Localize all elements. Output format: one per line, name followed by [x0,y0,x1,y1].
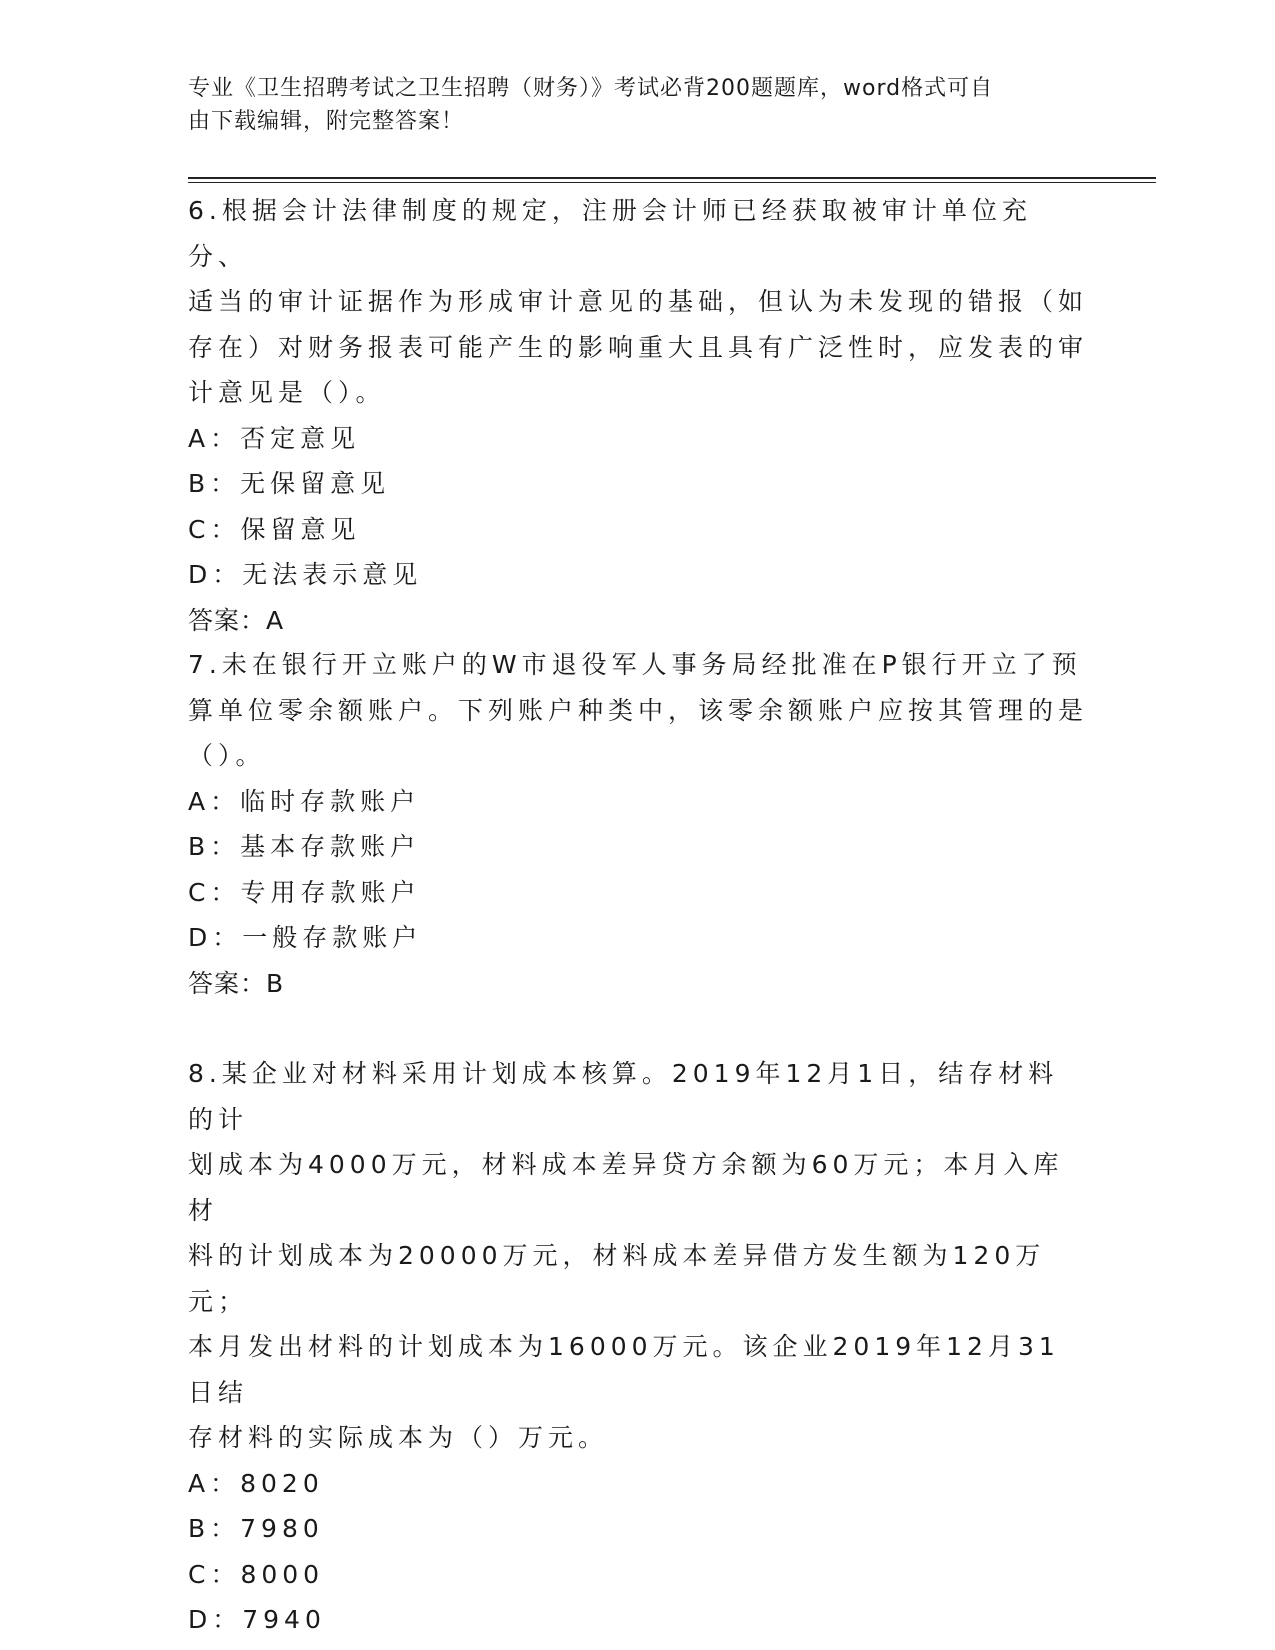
document-header [188,72,1088,138]
question-stem-line: 算单位零余额账户。下列账户种类中，该零余额账户应按其管理的是 [188,695,1089,725]
answer-line: 答案：B [188,968,285,998]
option-d: D：7940 [188,1605,326,1634]
header-rule-thin [188,182,1156,183]
question-stem-line: 计意见是（）。 [188,378,386,407]
question-7 [188,642,1088,1006]
answer-line: 答案：A [188,605,285,635]
option-d: D：无法表示意见 [188,560,423,589]
question-6 [188,188,1088,643]
option-b: B：无保留意见 [188,469,391,498]
question-stem-line: 适当的审计证据作为形成审计意见的基础，但认为未发现的错报（如 [188,287,1089,316]
question-stem-line: 划成本为4000万元，材料成本差异贷方余额为60万元；本月入库材 [188,1150,1064,1225]
header-line-1: 专业《卫生招聘考试之卫生招聘（财务）》考试必背200题题库，word格式可自 [188,76,994,101]
question-stem-line: （）。 [188,741,266,770]
question-8 [188,1051,1088,1643]
question-stem-line: 6.根据会计法律制度的规定，注册会计师已经获取被审计单位充分、 [188,196,1032,271]
option-c: C：8000 [188,1559,325,1589]
option-b: B：7980 [188,1514,324,1543]
option-c: C：专用存款账户 [188,877,421,907]
header-rule-thick [188,177,1156,179]
question-stem-line: 料的计划成本为20000万元，材料成本差异借方发生额为120万元； [188,1241,1046,1316]
question-stem-line: 7.未在银行开立账户的W市退役军人事务局经批准在P银行开立了预 [188,650,1082,679]
question-stem-line: 本月发出材料的计划成本为16000万元。该企业2019年12月31日结 [188,1332,1060,1407]
option-c: C：保留意见 [188,514,361,544]
option-a: A：8020 [188,1468,324,1498]
question-stem-line: 8.某企业对材料采用计划成本核算。2019年12月1日，结存材料的计 [188,1059,1059,1134]
option-a: A：否定意见 [188,423,361,453]
question-stem-line: 存材料的实际成本为（）万元。 [188,1423,609,1452]
option-a: A：临时存款账户 [188,786,421,816]
option-b: B：基本存款账户 [188,832,421,861]
question-stem-line: 存在）对财务报表可能产生的影响重大且具有广泛性时，应发表的审 [188,332,1089,362]
header-line-2: 由下载编辑，附完整答案！ [188,109,465,134]
option-d: D：一般存款账户 [188,923,423,952]
